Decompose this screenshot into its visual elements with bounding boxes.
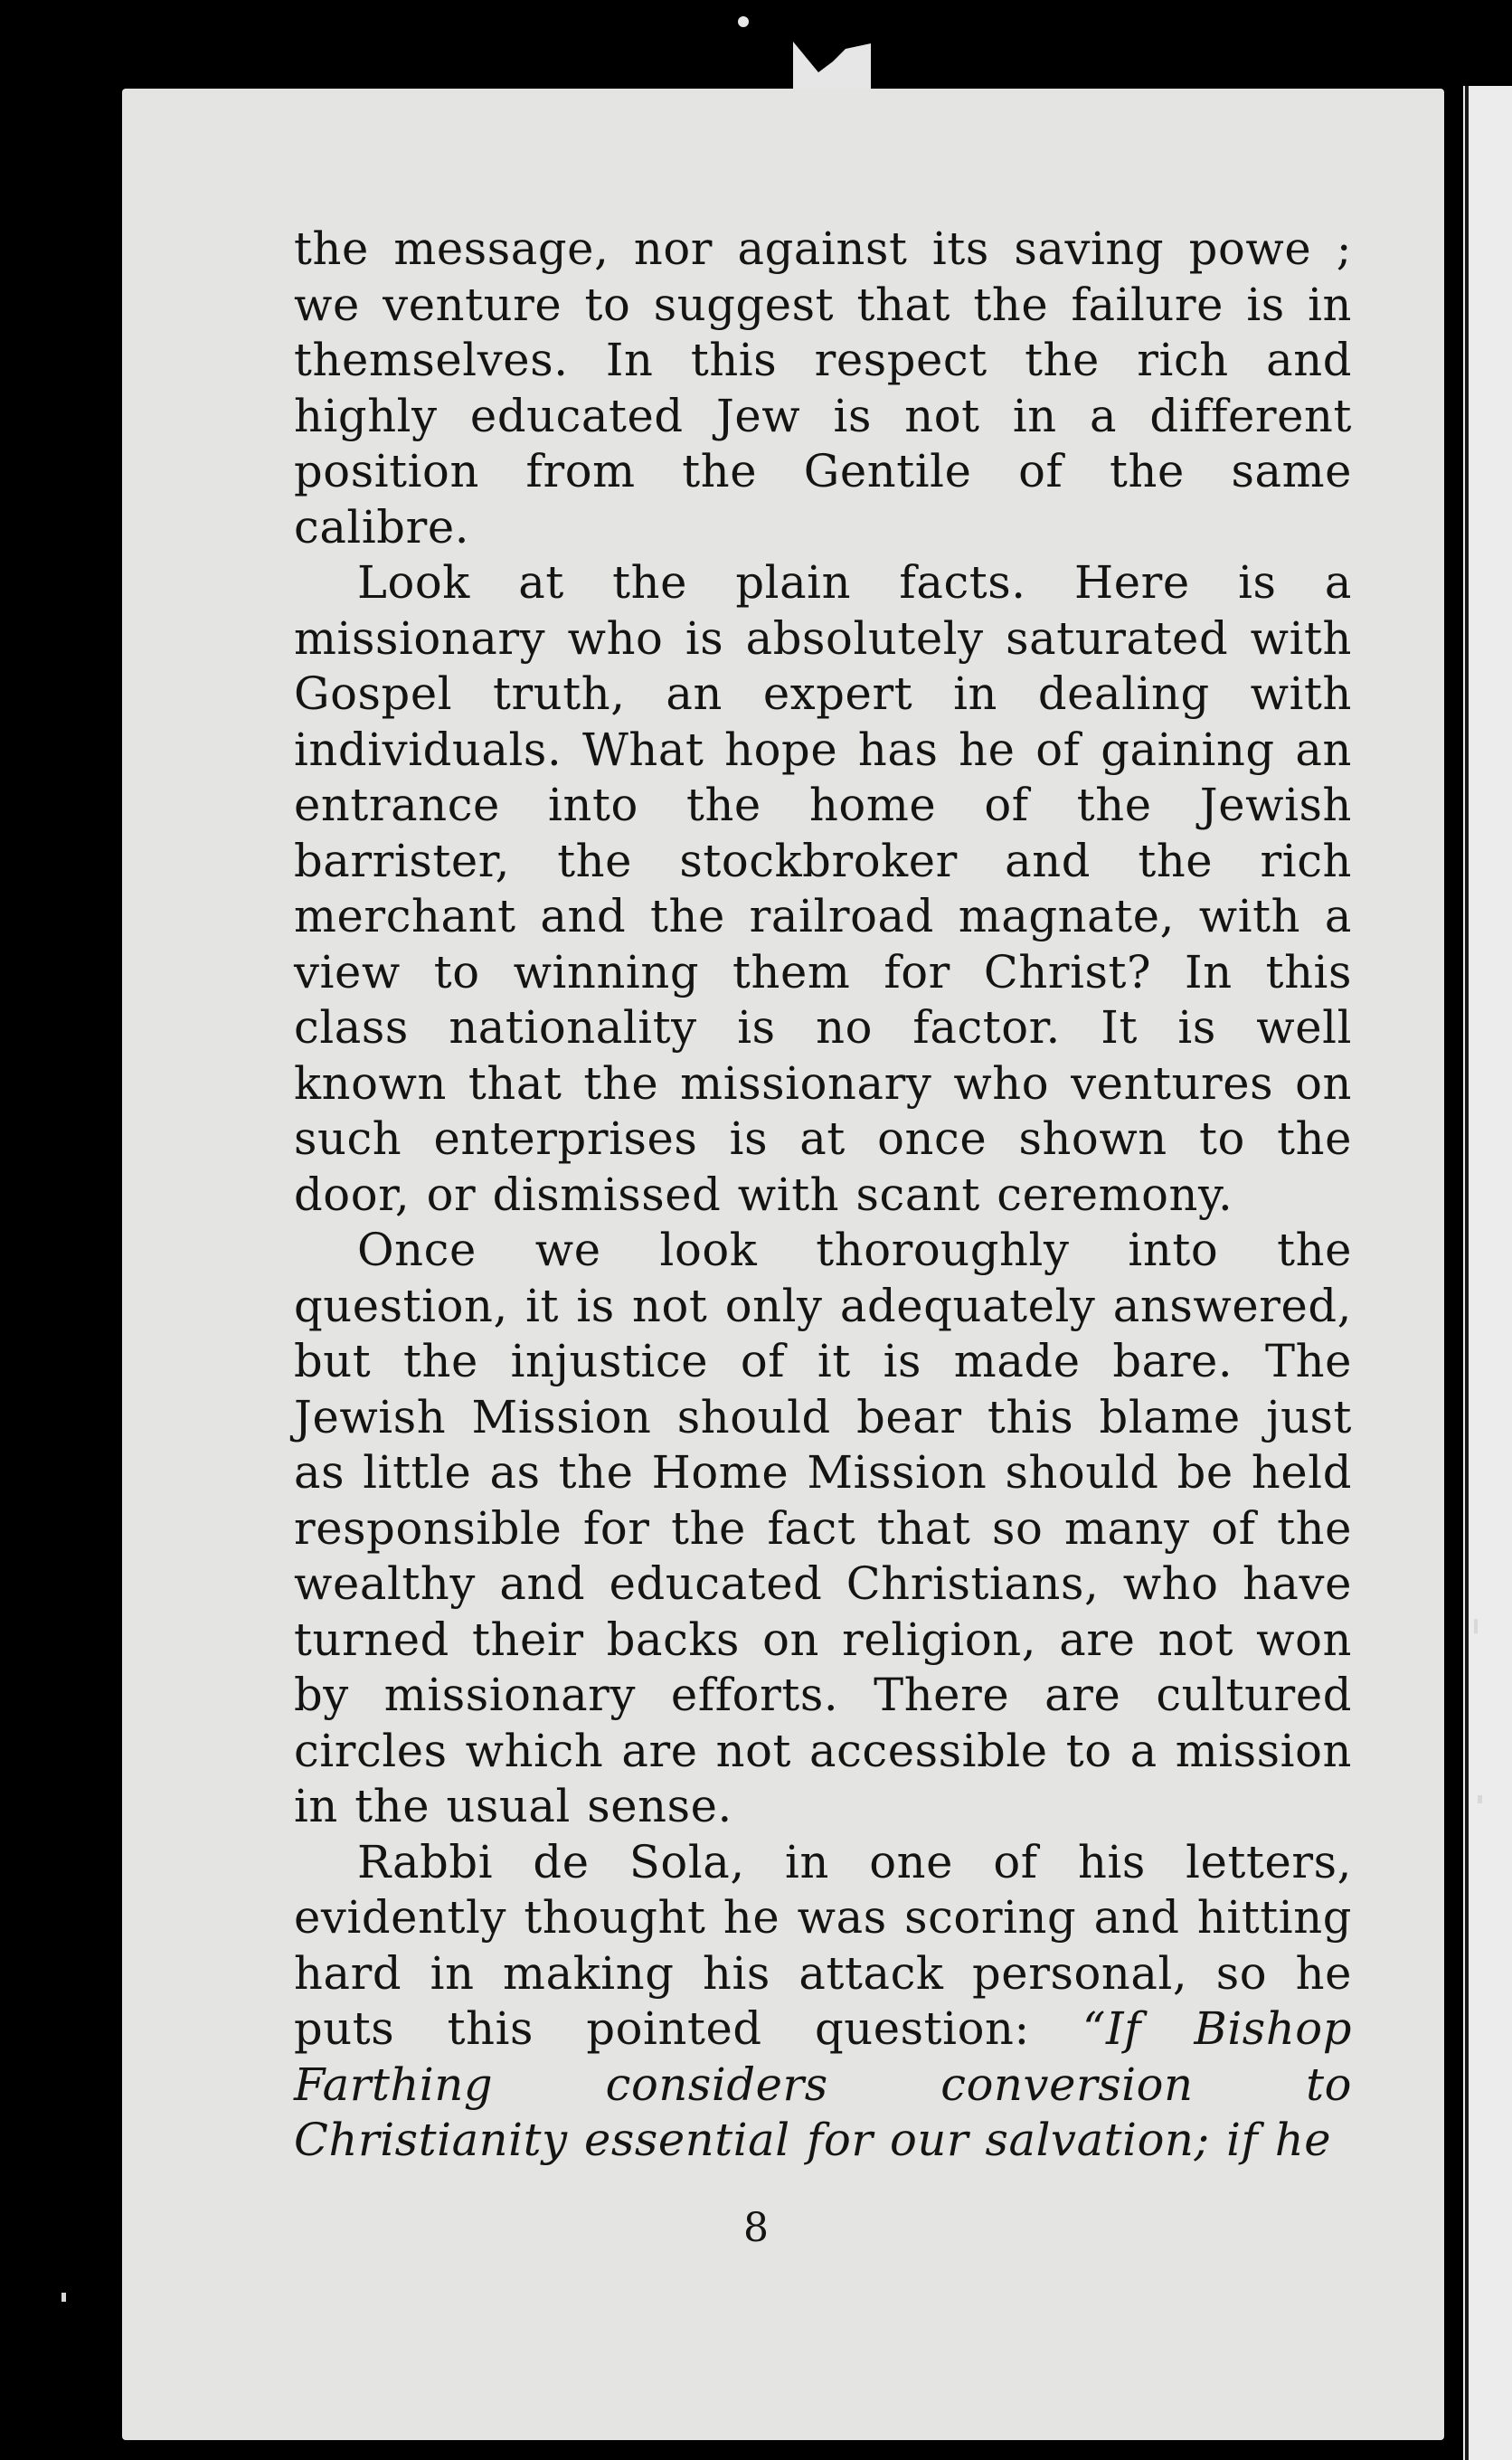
page-number: 8 <box>743 2205 769 2251</box>
paragraph <box>294 1835 1352 2169</box>
next-page-edge <box>1463 86 1512 2460</box>
scan-speck <box>1478 1795 1482 1803</box>
paragraph-text: Rabbi de Sola, in one of his letters, evidently thought he was scoring and hitting hard in making his attack personal, so he puts this pointed question: <box>294 1835 1352 2055</box>
binding-mark <box>791 36 873 90</box>
scan-speck <box>738 16 749 27</box>
paragraph: Look at the plain facts. Here is a missionary who is absolutely saturated with Gospel truth, an expert in dealing with individuals. What hope has he of gaining an entrance into the home of the Jewish barrister, the stockbroker and the rich merchant and the railroad magnate, with a view to winning them for Christ? In this class nationality is no factor. It is well known that the missionary who ventures on such enterprises is at once shown to the door, or dismissed with scant ceremony. <box>294 556 1352 1221</box>
paragraph: the message, nor against its saving powe ; we venture to suggest that the failure is in themselves. In this respect the rich and highly educated Jew is not in a different position from the Gentile of the same calibre. <box>294 222 1352 554</box>
page-text <box>294 222 1352 2169</box>
scan-speck <box>61 2293 66 2302</box>
page-gutter <box>1465 86 1469 2460</box>
quoted-question: “If Bishop Farthing considers conversion to Christianity essential for our salvation; if he <box>294 2002 1352 2166</box>
scan-speck <box>1474 1619 1478 1633</box>
paragraph: Once we look thoroughly into the question, it is not only adequately answered, but the injustice of it is made bare. The Jewish Mission should bear this blame just as little as the Home Mission should be held responsible for the fact that so many of the wealthy and educated Christians, who have turned their backs on religion, are not won by missionary efforts. There are cultured circles which are not accessible to a mission in the usual sense. <box>294 1224 1352 1832</box>
